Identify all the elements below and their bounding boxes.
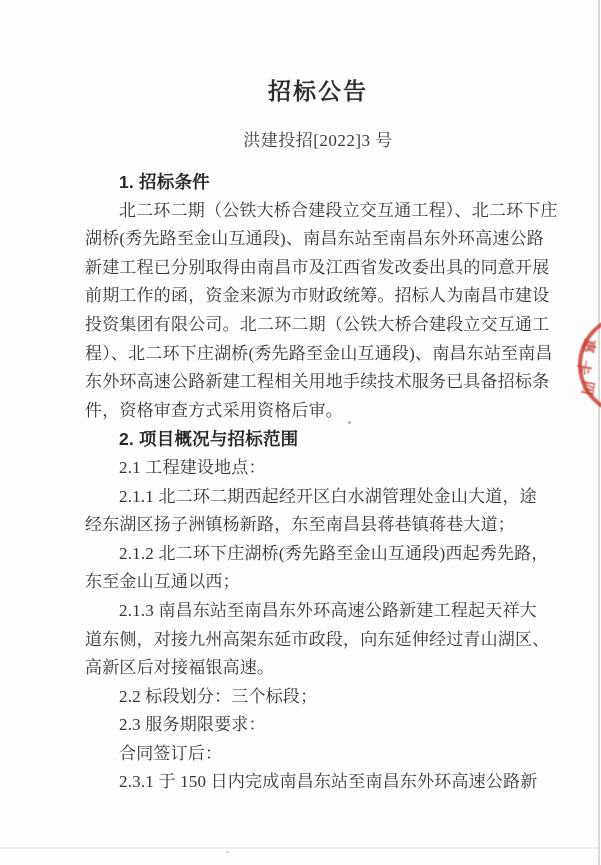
doc-line: 1. 招标条件 [119,172,210,192]
document-content [85,0,558,797]
doc-line: 前期工作的函，资金来源为市财政统筹。招标人为南昌市建设 [85,286,550,306]
document-body [85,168,558,797]
doc-line: 经东湖区扬子洲镇杨新路，东至南昌县蒋巷镇蒋巷大道； [85,515,515,535]
scan-speck [226,851,229,853]
doc-line: 件，资格审查方式采用资格后审。 [85,400,343,420]
doc-line: 程）、北二环下庄湖桥(秀先路至金山互通段)、南昌东站至南昌 [85,343,553,363]
doc-line: 北二环二期（公铁大桥合建段立交互通工程）、北二环下庄 [119,200,558,220]
doc-line: 东至金山互通以西； [85,572,240,592]
doc-line: 投资集团有限公司。北二环二期（公铁大桥合建段立交互通工 [85,314,550,334]
seal-glyph-fragment: 卡 [573,358,594,377]
doc-line: 道东侧，对接九州高架东延市政段，向东延伸经过青山湖区、 [85,629,550,649]
page-edge-line [598,0,600,865]
doc-line: 高新区后对接福银高速。 [85,658,275,678]
doc-line: 湖桥(秀先路至金山互通段)、南昌东站至南昌东外环高速公路 [85,229,544,249]
doc-line: 合同签订后： [119,743,223,763]
seal-glyph-fragment: 四 [578,379,598,397]
scan-speck [348,421,351,424]
doc-line: 2.1.2 北二环下庄湖桥(秀先路至金山互通段)西起秀先路， [119,543,549,563]
page-bottom-shadow [0,847,598,849]
doc-line: 2.3 服务期限要求： [119,715,266,735]
doc-line: 东外环高速公路新建工程相关用地手续技术服务已具备招标条 [85,372,550,392]
doc-line: 2.2 标段划分：三个标段； [119,686,318,706]
document-title: 招标公告 [268,78,368,104]
doc-line: 2.1.3 南昌东站至南昌东外环高速公路新建工程起天祥大 [119,600,537,620]
doc-line: 2.1.1 北二环二期西起经开区白水湖管理处金山大道，途 [119,486,537,506]
doc-line: 2.1 工程建设地点： [119,457,266,477]
document-number: 洪建投招[2022]3 号 [243,131,393,150]
doc-line: 新建工程已分别取得由南昌市及江西省发改委出具的同意开展 [85,257,550,277]
doc-line: 2. 项目概况与招标范围 [119,429,299,450]
doc-line: 2.3.1 于 150 日内完成南昌东站至南昌东外环高速公路新 [119,772,538,792]
seal-glyph-fragment: 惠 [579,337,599,355]
